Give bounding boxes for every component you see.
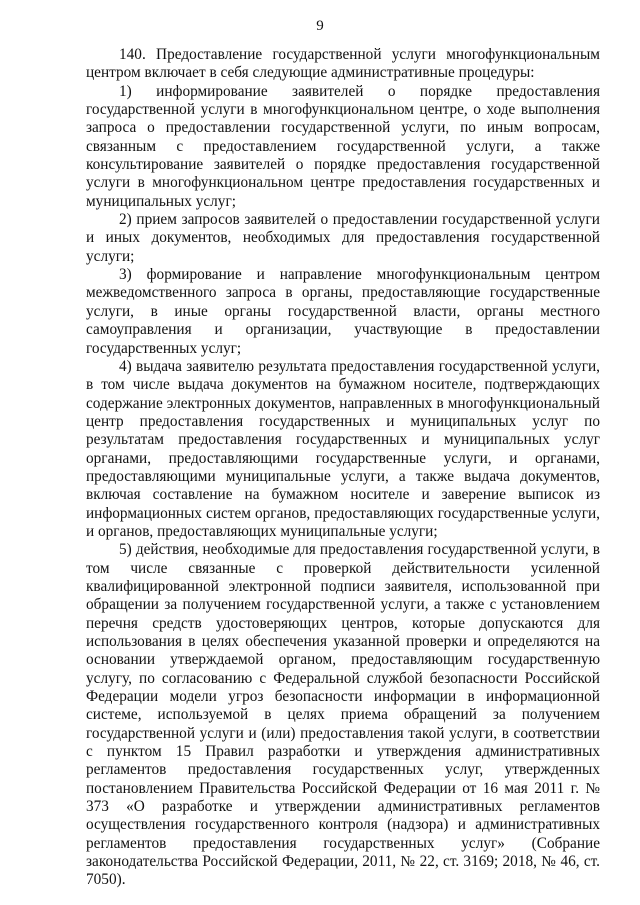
- paragraph-item-5: 5) действия, необходимые для предоставления государственной услуги, в том числе связанные с проверкой действительности усиленной квалифицированной электронной подписи заявителя, использованной при обращении за получением государственной услуги, а также с установлением перечня средств удостоверяющих центров, которые допускаются для использования в целях обеспечения указанной проверки и определяются на основании утверждаемой органом, предоставляющим государственную услугу, по согласованию с Федеральной службой безопасности Российской Федерации модели угроз безопасности информации в информационной системе, используемой в целях приема обращений за получением государственной услуги и (или) предоставления такой услуги, в соответствии с пунктом 15 Правил разработки и утверждения административных регламентов предоставления государственных услуг, утвержденных постановлением Правительства Российской Федерации от 16 мая 2011 г. № 373 «О разработке и утверждении административных регламентов осуществления государственного контроля (надзора) и административных регламентов предоставления государственных услуг» (Собрание законодательства Российской Федерации, 2011, № 22, ст. 3169; 2018, № 46, ст. 7050).: [86, 541, 600, 889]
- paragraph-item-4: 4) выдача заявителю результата предоставления государственной услуги, в том числе выдача документов на бумажном носителе, подтверждающих содержание электронных документов, направленных в многофункциональный центр предоставления государственных и муниципальных услуг по результатам предоставления государственных и муниципальных услуг органами, предоставляющими государственные услуги, и органами, предоставляющими муниципальные услуги, а также выдача документов, включая составление на бумажном носителе и заверение выписок из информационных систем органов, предоставляющих государственные услуги, и органов, предоставляющих муниципальные услуги;: [86, 357, 600, 540]
- paragraph-140: 140. Предоставление государственной услуги многофункциональным центром включает в себя следующие административные процедуры:: [86, 46, 600, 82]
- page-number: 9: [316, 18, 324, 34]
- paragraph-item-2: 2) прием запросов заявителей о предоставлении государственной услуги и иных документов, необходимых для предоставления государственной услуги;: [86, 211, 600, 265]
- paragraph-item-1: 1) информирование заявителей о порядке предоставления государственной услуги в многофункциональном центре, о ходе выполнения запроса о предоставлении государственной услуги, по иным вопросам, связанным с предоставлением государственной услуги, а также консультирование заявителей о порядке предоставления государственной услуги в многофункциональном центре предоставления государственных и муниципальных услуг;: [86, 82, 600, 210]
- document-body: [86, 46, 600, 890]
- paragraph-item-3: 3) формирование и направление многофункциональным центром межведомственного запроса в органы, предоставляющие государственные услуги, в иные органы государственной власти, органы местного самоуправления и организации, участвующие в предоставлении государственных услуг;: [86, 266, 600, 357]
